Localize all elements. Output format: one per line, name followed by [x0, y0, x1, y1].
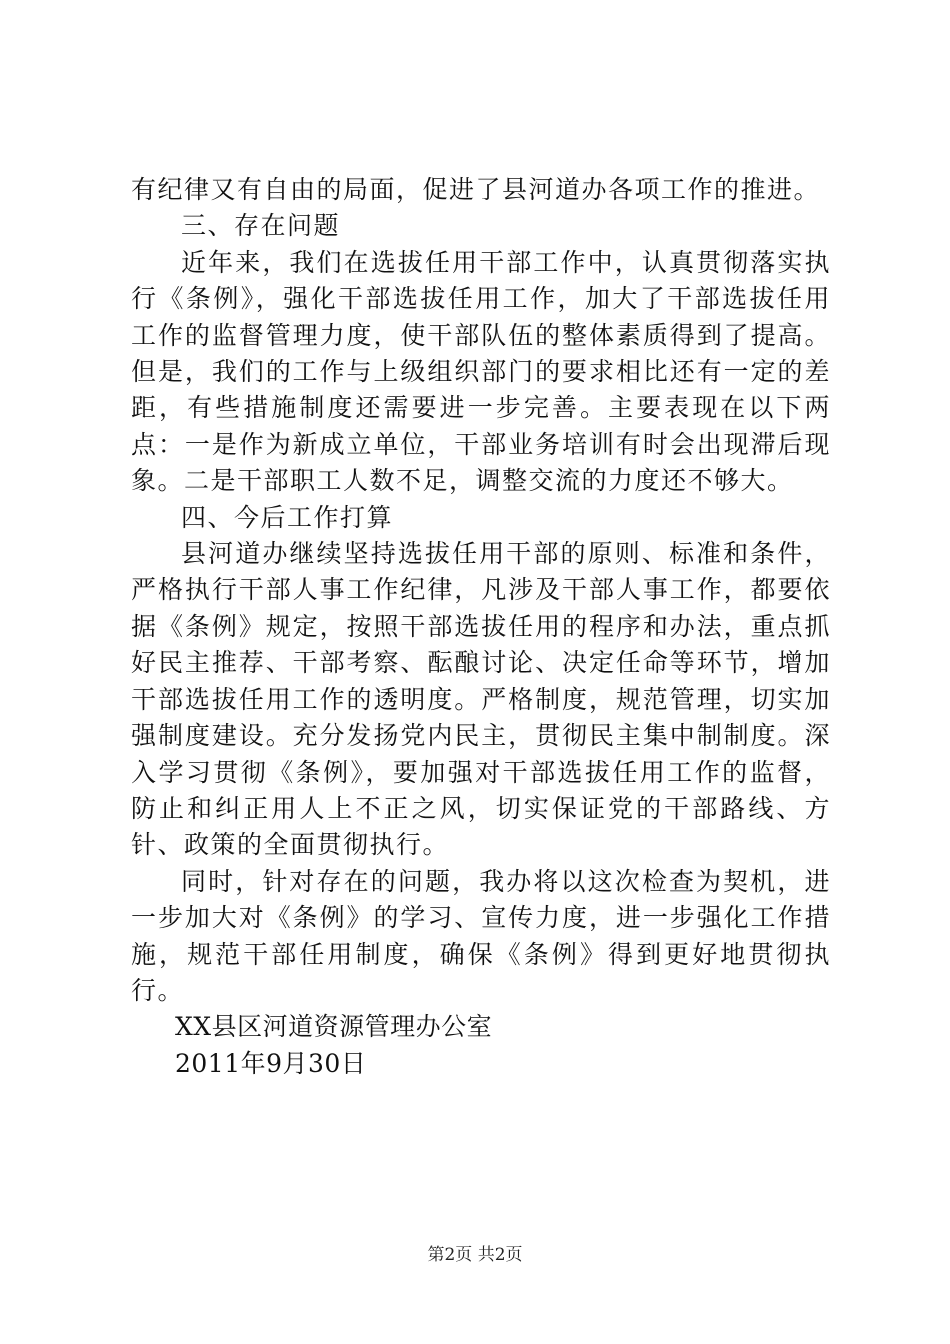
paragraph-plans: 县河道办继续坚持选拔任用干部的原则、标准和条件，严格执行干部人事工作纪律，凡涉及干部人事工作，都要依据《条例》规定，按照干部选拔任用的程序和办法，重点抓好民主推荐、干部考察、酝酿讨论、决定任命等环节，增加干部选拔任用工作的透明度。严格制度，规范管理，切实加强制度建设。充分发扬党内民主，贯彻民主集中制制度。深入学习贯彻《条例》，要加强对干部选拔任用工作的监督，防止和纠正用人上不正之风，切实保证党的干部路线、方针、政策的全面贯彻执行。 [131, 539, 831, 860]
signature-date: 2011年9月30日 [175, 1048, 367, 1078]
paragraph-continuation: 有纪律又有自由的局面，促进了县河道办各项工作的推进。 [131, 175, 821, 204]
page-footer [0, 1244, 950, 1266]
paragraph-problems: 近年来，我们在选拔任用干部工作中，认真贯彻落实执行《条例》，强化干部选拔任用工作，加大了干部选拔任用工作的监督管理力度，使干部队伍的整体素质得到了提高。但是，我们的工作与上级组织部门的要求相比还有一定的差距，有些措施制度还需要进一步完善。主要表现在以下两点：一是作为新成立单位，干部业务培训有时会出现滞后现象。二是干部职工人数不足，调整交流的力度还不够大。 [131, 247, 831, 496]
section-heading-plans: 四、今后工作打算 [181, 502, 394, 532]
signature-organization: XX县区河道资源管理办公室 [175, 1012, 493, 1042]
section-heading-problems: 三、存在问题 [181, 211, 341, 241]
paragraph-conclusion: 同时，针对存在的问题，我办将以这次检查为契机，进一步加大对《条例》的学习、宣传力度，进一步强化工作措施，规范干部任用制度，确保《条例》得到更好地贯彻执行。 [131, 866, 831, 1005]
page-number-label: 第2页 共2页 [427, 1245, 523, 1265]
document-body [131, 172, 831, 1082]
